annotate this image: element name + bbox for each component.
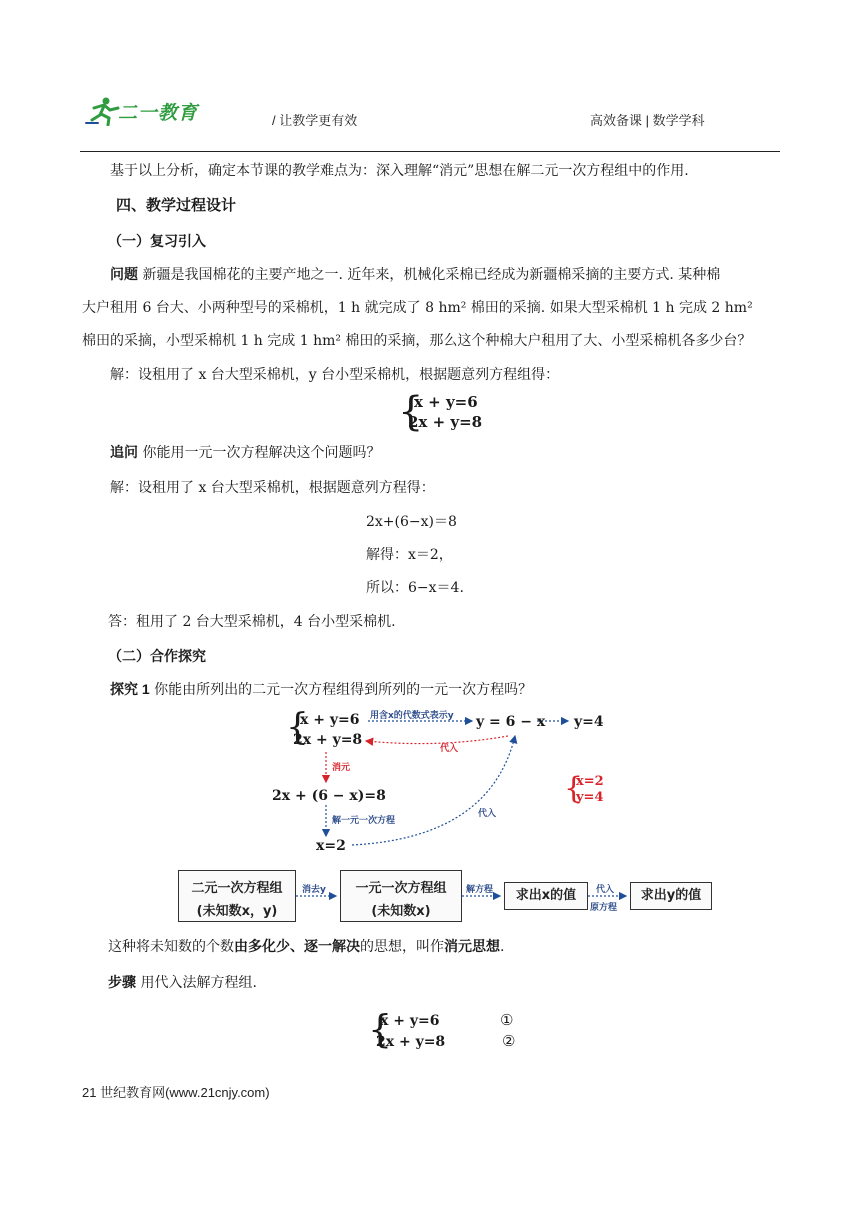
y-value: y=4 xyxy=(574,714,604,730)
label-substitute1: 代入 xyxy=(440,744,459,754)
flow-label-solve: 解方程 xyxy=(466,885,494,895)
flow-box-one-var-equation xyxy=(340,870,462,922)
flow-box1-line2: (未知数x，y) xyxy=(196,904,278,919)
brace: { xyxy=(398,389,424,435)
x-value: x=2 xyxy=(316,838,346,854)
diagram-sys-eq1: x + y=6 xyxy=(300,712,360,728)
section4-title: 四、教学过程设计 xyxy=(116,197,237,214)
step-text: 用代入法解方程组. xyxy=(140,975,257,991)
step-label: 步骤 xyxy=(108,974,136,990)
label-eliminate: 消元 xyxy=(332,763,351,773)
solution1-line: 解：设租用了 x 台大型采棉机，y 台小型采棉机，根据题意列方程组得： xyxy=(110,367,560,383)
equation-system-1 xyxy=(398,389,518,436)
followup-label: 追问 xyxy=(110,444,138,460)
explore-line xyxy=(110,679,810,700)
intro-line: 基于以上分析，确定本节课的教学难点为：深入理解“消元”思想在解二元一次方程组中的作用. xyxy=(110,163,689,179)
flow-box3-text: 求出x的值 xyxy=(515,888,577,903)
equation-c: 所以：6−x＝4. xyxy=(366,580,464,596)
solution2-line: 解：设租用了 x 台大型采棉机，根据题意列方程得： xyxy=(110,480,435,496)
followup-line xyxy=(110,442,810,463)
elimination-diagram xyxy=(260,708,630,858)
arrow-substitute-back xyxy=(366,736,508,744)
flow-label-original: 原方程 xyxy=(590,903,618,913)
equation-b: 解得：x＝2， xyxy=(366,547,453,563)
flow-box2-line1: 一元一次方程组 xyxy=(355,881,447,896)
flow-box-find-y xyxy=(630,882,712,910)
step-line xyxy=(108,972,808,993)
problem-label: 问题 xyxy=(110,266,138,282)
header xyxy=(0,0,860,155)
label-substitute2: 代入 xyxy=(478,809,497,819)
eq-mark-2: ② xyxy=(502,1032,516,1050)
problem-line2: 大户租用 6 台大、小两种型号的采棉机，1 h 就完成了 8 hm² 棉田的采摘. 如果大型采棉机 1 h 完成 2 hm² xyxy=(82,300,753,316)
system1-eq1: x + y=6 xyxy=(414,393,478,411)
diagram-brace: { xyxy=(286,707,309,748)
footer-source: 21 世纪教育网(www.21cnjy.com) xyxy=(82,1085,270,1100)
label-solve-linear: 解一元一次方程 xyxy=(332,816,396,826)
result-y: y=4 xyxy=(576,790,604,805)
summary-bold2: 消元思想 xyxy=(444,939,500,955)
flow-label-eliminate-y: 消去y xyxy=(302,885,326,895)
flow-chart xyxy=(178,866,713,926)
summary-end: . xyxy=(500,939,505,955)
result-x: x=2 xyxy=(576,774,604,789)
flow-label-substitute: 代入 xyxy=(596,885,615,895)
label-express: 用含x的代数式表示y xyxy=(370,711,454,721)
system2-eq2: 2x + y=8 xyxy=(376,1034,446,1050)
diagram-sys-eq2: 2x + y=8 xyxy=(293,732,363,748)
header-slogan: / 让教学更有效 xyxy=(272,113,358,128)
logo xyxy=(84,96,214,126)
equation-system-2 xyxy=(368,1007,528,1054)
summary-line xyxy=(108,937,808,957)
summary-pre: 这种将未知数的个数 xyxy=(108,939,234,955)
header-subject: 高效备课 | 数学学科 xyxy=(590,113,705,128)
result-brace: { xyxy=(564,771,584,806)
system2-eq1: x + y=6 xyxy=(380,1013,440,1029)
problem-line1 xyxy=(110,264,810,285)
problem-text1: 新疆是我国棉花的主要产地之一. 近年来，机械化采棉已经成为新疆棉采摘的主要方式. 某种棉 xyxy=(142,267,721,283)
flow-box2-line2: (未知数x) xyxy=(371,904,431,919)
expr-y: y = 6 − x xyxy=(476,714,546,730)
flow-box-find-x xyxy=(504,882,588,910)
flow-box4-text: 求出y的值 xyxy=(640,888,702,903)
eq-mark-1: ① xyxy=(500,1011,514,1029)
system1-eq2: 2x + y=8 xyxy=(408,413,483,431)
answer-line: 答：租用了 2 台大型采棉机，4 台小型采棉机. xyxy=(108,614,396,630)
followup-text: 你能用一元一次方程解决这个问题吗？ xyxy=(142,445,381,461)
subsection2-title: （二）合作探究 xyxy=(108,648,206,664)
summary-bold1: 由多化少、逐一解决 xyxy=(234,939,360,955)
logo-text: 二一教育 xyxy=(118,102,199,124)
problem-line3: 棉田的采摘，小型采棉机 1 h 完成 1 hm² 棉田的采摘，那么这个种棉大户租用了大、小型采棉机各多少台？ xyxy=(82,333,752,349)
summary-mid: 的思想，叫作 xyxy=(360,939,444,955)
explore-text: 你能由所列出的二元一次方程组得到所列的一元一次方程吗？ xyxy=(154,682,533,698)
explore-label: 探究 1 xyxy=(110,681,150,697)
equation-a: 2x+(6−x)＝8 xyxy=(366,514,457,530)
brace: { xyxy=(368,1007,393,1051)
flow-box1-line1: 二元一次方程组 xyxy=(191,881,283,896)
header-divider xyxy=(80,151,780,152)
flow-box-two-var-system xyxy=(178,870,296,922)
subsection1-title: （一）复习引入 xyxy=(108,233,206,249)
combined-eq: 2x + (6 − x)=8 xyxy=(272,788,386,804)
